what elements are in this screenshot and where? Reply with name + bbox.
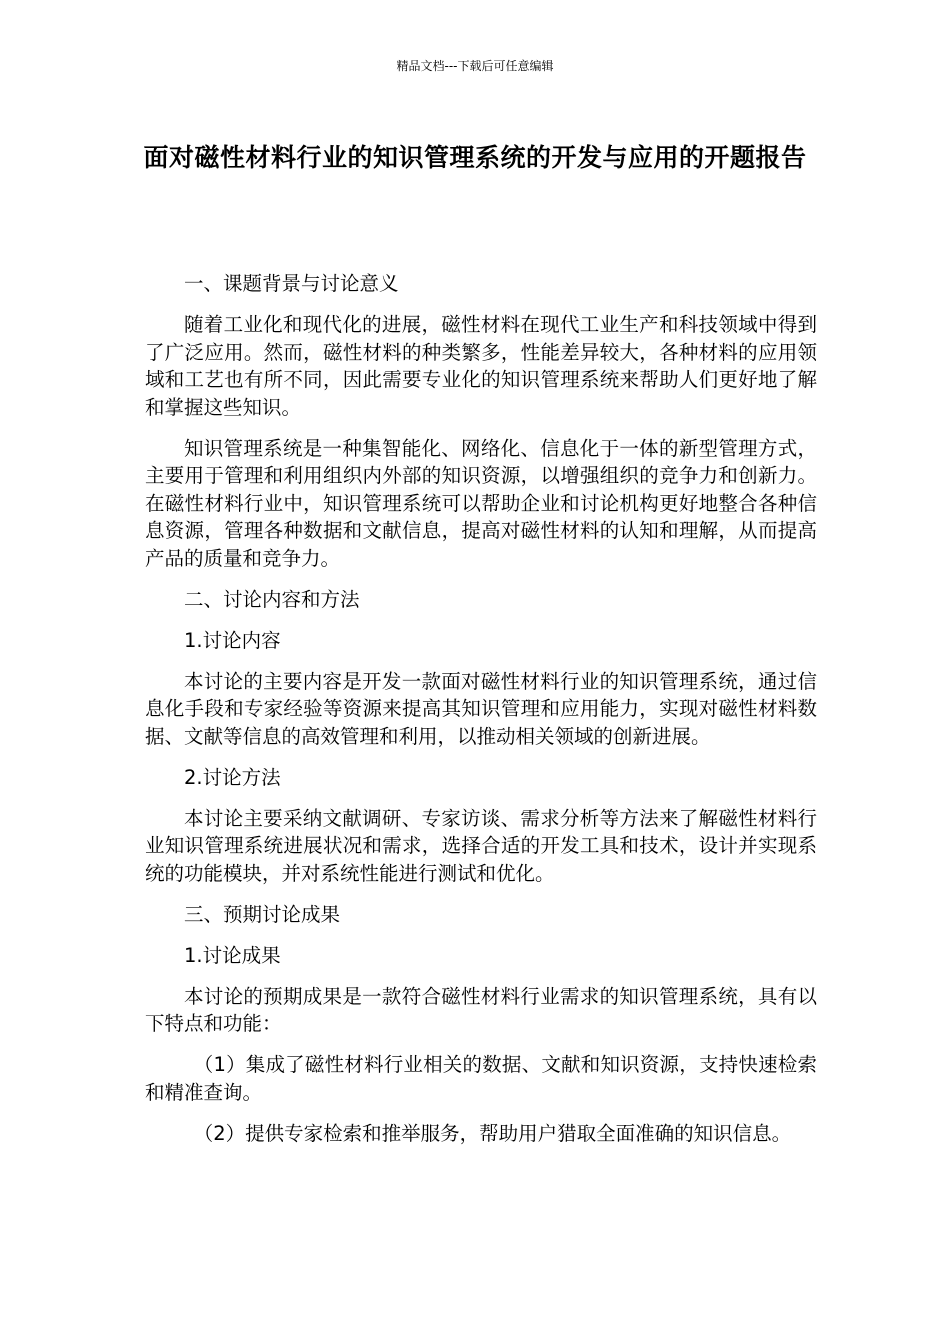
section-heading-content-methods: 二、讨论内容和方法: [184, 587, 360, 611]
section-heading-background: 一、课题背景与讨论意义: [184, 272, 399, 295]
subheading-results: 1.讨论成果: [184, 943, 281, 967]
paragraph-background: 随着工业化和现代化的进展，磁性材料在现代工业生产和科技领域中得到了广泛应用。然而，磁性材料的种类繁多，性能差异较大，各种材料的应用领域和工艺也有所不同，因此需要专业化的知识管理系统来帮助人们更好地了解和掌握这些知识。: [145, 313, 817, 419]
subheading-methods: 2.讨论方法: [184, 765, 281, 789]
list-item: （1）集成了磁性材料行业相关的数据、文献和知识资源，支持快速检索和精准查询。: [145, 1053, 817, 1104]
paragraph-content: 本讨论的主要内容是开发一款面对磁性材料行业的知识管理系统，通过信息化手段和专家经验等资源来提高其知识管理和应用能力，实现对磁性材料数据、文献等信息的高效管理和利用，以推动相关领域的创新进展。: [145, 669, 817, 748]
list-item: （2）提供专家检索和推举服务，帮助用户猎取全面准确的知识信息。: [193, 1121, 792, 1145]
paragraph-results: 本讨论的预期成果是一款符合磁性材料行业需求的知识管理系统，具有以下特点和功能：: [145, 984, 817, 1035]
paragraph-kms-definition: 知识管理系统是一种集智能化、网络化、信息化于一体的新型管理方式，主要用于管理和利用组织内外部的知识资源，以增强组织的竞争力和创新力。在磁性材料行业中，知识管理系统可以帮助企业和讨论机构更好地整合各种信息资源，管理各种数据和文献信息，提高对磁性材料的认知和理解，从而提高产品的质量和竞争力。: [145, 436, 817, 570]
subheading-content: 1.讨论内容: [184, 628, 281, 652]
header-note: 精品文档---下载后可任意编辑: [396, 59, 554, 73]
section-heading-expected-results: 三、预期讨论成果: [184, 902, 341, 926]
document-title: 面对磁性材料行业的知识管理系统的开发与应用的开题报告: [143, 143, 807, 172]
paragraph-methods: 本讨论主要采纳文献调研、专家访谈、需求分析等方法来了解磁性材料行业知识管理系统进展状况和需求，选择合适的开发工具和技术，设计并实现系统的功能模块，并对系统性能进行测试和优化。: [145, 806, 817, 885]
document-body: [145, 270, 817, 1161]
